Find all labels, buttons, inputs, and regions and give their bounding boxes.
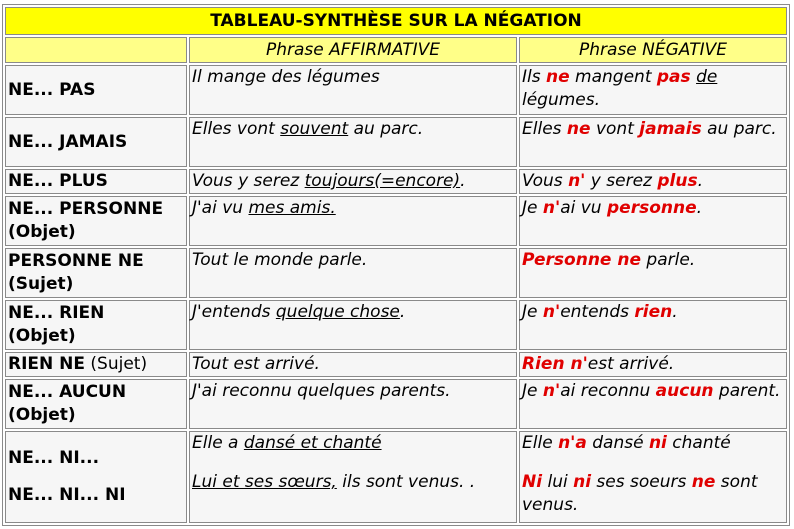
- header-negative: Phrase NÉGATIVE: [519, 37, 787, 63]
- neg-word: rien: [634, 302, 673, 322]
- text: ses soeurs: [591, 472, 692, 492]
- text: Je: [522, 381, 543, 401]
- text: J'entends: [192, 302, 276, 322]
- text: Elle: [522, 433, 559, 453]
- table-row: [5, 169, 787, 194]
- label-text: RIEN NE: [8, 354, 86, 374]
- table-row: [5, 300, 787, 350]
- label-line: (Objet): [8, 326, 76, 346]
- negative-cell: [519, 196, 787, 246]
- row-label: NE... PLUS: [5, 169, 187, 194]
- table-title: TABLEAU-SYNTHÈSE SUR LA NÉGATION: [5, 7, 787, 35]
- aff-line-2: [192, 471, 514, 494]
- neg-word: n'a: [558, 433, 587, 453]
- negative-cell: [519, 65, 787, 115]
- header-row: [5, 37, 787, 63]
- affirmative-cell: [189, 65, 517, 115]
- affirmative-cell: [189, 117, 517, 167]
- table-row: [5, 379, 787, 429]
- negative-cell: [519, 431, 787, 523]
- negation-table: [2, 4, 790, 526]
- text: dansé: [586, 433, 649, 453]
- text: Ils: [522, 67, 546, 87]
- text: au parc.: [348, 119, 424, 139]
- table-row: [5, 352, 787, 377]
- row-label: [5, 431, 187, 523]
- neg-word: pas: [656, 67, 691, 87]
- negative-cell: [519, 352, 787, 377]
- label-line: NE... NI...: [8, 448, 100, 468]
- affirmative-cell: [189, 196, 517, 246]
- neg-word: ni: [648, 433, 667, 453]
- text: chanté: [666, 433, 731, 453]
- neg-word: personne: [607, 198, 697, 218]
- negative-cell: [519, 248, 787, 298]
- underlined-text: souvent: [280, 119, 349, 139]
- header-affirmative: Phrase AFFIRMATIVE: [189, 37, 517, 63]
- row-label: [5, 379, 187, 429]
- neg-word: n': [568, 171, 586, 191]
- text: Il mange des légumes: [192, 67, 380, 87]
- neg-word: Ni: [522, 472, 543, 492]
- text: au parc.: [701, 119, 777, 139]
- affirmative-cell: [189, 300, 517, 350]
- text: Vous: [522, 171, 569, 191]
- label-line: NE... AUCUN: [8, 382, 127, 402]
- underlined-text: de: [696, 67, 718, 87]
- neg-word: ne: [566, 119, 591, 139]
- table-row: [5, 431, 787, 523]
- neg-word: n': [542, 302, 561, 322]
- text: .: [672, 302, 678, 322]
- text: vont: [590, 119, 640, 139]
- neg-word: n': [542, 381, 561, 401]
- text: Tout le monde parle.: [192, 250, 368, 270]
- row-label: [5, 300, 187, 350]
- neg-word: jamais: [639, 119, 702, 139]
- row-label: NE... PAS: [5, 65, 187, 115]
- text: J'ai reconnu quelques parents.: [192, 381, 451, 401]
- negative-cell: [519, 300, 787, 350]
- text: y serez: [585, 171, 658, 191]
- row-label: NE... JAMAIS: [5, 117, 187, 167]
- affirmative-cell: [189, 352, 517, 377]
- neg-word: Personne ne: [522, 250, 641, 270]
- underlined-text: mes amis.: [248, 198, 336, 218]
- text: .: [460, 171, 466, 191]
- text: .: [399, 302, 406, 322]
- text: sont venus.: [522, 472, 758, 515]
- text: .: [697, 171, 703, 191]
- text: J'ai vu: [192, 198, 249, 218]
- neg-word: aucun: [655, 381, 714, 401]
- text: Je: [522, 198, 543, 218]
- label-line: (Sujet): [8, 274, 74, 294]
- label-line: PERSONNE NE: [8, 251, 144, 271]
- text: légumes.: [522, 90, 601, 110]
- underlined-text: dansé et chanté: [243, 433, 382, 453]
- text: parent.: [713, 381, 781, 401]
- text: Elles: [522, 119, 567, 139]
- neg-line-1: [522, 432, 784, 455]
- label-line: (Objet): [8, 222, 76, 242]
- neg-word: ne: [691, 472, 716, 492]
- text: est arrivé.: [587, 354, 675, 374]
- neg-line-2: [522, 471, 784, 517]
- label-line: NE... NI... NI: [8, 485, 126, 505]
- text: ai reconnu: [560, 381, 656, 401]
- label-line: (Objet): [8, 405, 76, 425]
- text: Elles vont: [192, 119, 281, 139]
- neg-word: n': [542, 198, 561, 218]
- text: lui: [542, 472, 574, 492]
- text: parle.: [641, 250, 696, 270]
- row-label: [5, 196, 187, 246]
- underlined-text: Lui et ses sœurs,: [192, 472, 337, 492]
- text: Vous y serez: [192, 171, 305, 191]
- affirmative-cell: [189, 248, 517, 298]
- text: ils sont venus. .: [336, 472, 476, 492]
- aff-line-1: [192, 432, 514, 455]
- neg-word: plus: [657, 171, 698, 191]
- text: Je: [522, 302, 543, 322]
- table-row: [5, 196, 787, 246]
- table-row: [5, 117, 787, 167]
- affirmative-cell: [189, 379, 517, 429]
- text: .: [696, 198, 703, 218]
- affirmative-cell: [189, 169, 517, 194]
- neg-word: ni: [573, 472, 592, 492]
- negative-cell: [519, 169, 787, 194]
- row-label: [5, 248, 187, 298]
- text: ai vu: [560, 198, 607, 218]
- text: mangent: [569, 67, 657, 87]
- table-row: [5, 248, 787, 298]
- text: Tout est arrivé.: [192, 354, 320, 374]
- text: entends: [560, 302, 635, 322]
- underlined-text: toujours(=encore): [304, 171, 461, 191]
- header-blank: [5, 37, 187, 63]
- label-line: NE... RIEN: [8, 303, 105, 323]
- negative-cell: [519, 117, 787, 167]
- label-line: NE... PERSONNE: [8, 199, 164, 219]
- text: Elle a: [192, 433, 244, 453]
- neg-word: Rien n': [522, 354, 588, 374]
- affirmative-cell: [189, 431, 517, 523]
- table-row: [5, 65, 787, 115]
- neg-word: ne: [546, 67, 570, 87]
- underlined-text: quelque chose: [275, 302, 400, 322]
- negative-cell: [519, 379, 787, 429]
- row-label: [5, 352, 187, 377]
- label-sub: (Sujet): [85, 354, 148, 374]
